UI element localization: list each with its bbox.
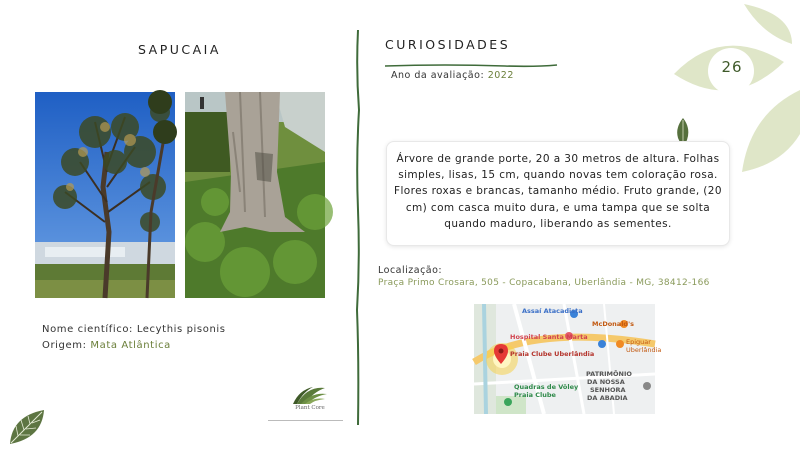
map-label-assai: Assaí Atacadista	[522, 307, 583, 315]
map-label-patrimonio: PATRIMÔNIO	[586, 370, 632, 378]
map-label-epiguar: Epiguar	[626, 338, 651, 346]
map-label-senhora: SENHORA	[590, 386, 626, 394]
tree-metadata	[42, 322, 226, 354]
leaf-decoration-bottom-left	[8, 408, 48, 450]
location-address: Praça Primo Crosara, 505 - Copacabana, Uberlândia - MG, 38412-166	[378, 278, 710, 288]
map-label-da-abadia: DA ABADIA	[587, 394, 628, 402]
tree-photo-canopy	[35, 92, 175, 298]
scientific-name-label: Nome científico:	[42, 324, 134, 335]
description-text: Árvore de grande porte, 20 a 30 metros de altura. Folhas simples, lisas, 15 cm, quando novas tem coloração rosa. Flores roxas e brancas, tamanho médio. Fruto grande, (20 cm) com casca muito dura, e uma tampa que se solta quando maduro, liberando as sementes.	[394, 153, 722, 230]
logo-underline	[268, 420, 343, 421]
evaluation-year-value: 2022	[487, 70, 514, 81]
column-divider	[351, 30, 365, 425]
origin-value: Mata Atlântica	[90, 340, 171, 351]
title-underline	[385, 54, 557, 60]
tree-photo-trunk	[185, 92, 325, 298]
map-label-da-nossa: DA NOSSA	[587, 378, 625, 386]
evaluation-year-label: Ano da avaliação:	[391, 70, 485, 81]
plant-core-logo	[285, 384, 335, 420]
origin-label: Origem:	[42, 340, 87, 351]
map-label-quadras: Quadras de Vôley	[514, 383, 579, 391]
tree-name-title: SAPUCAIA	[138, 42, 221, 57]
origin-row	[42, 338, 226, 354]
map-label-hospital: Hospital Santa Marta	[510, 333, 588, 341]
scientific-name-value: Lecythis pisonis	[136, 324, 226, 335]
curiosities-title: CURIOSIDADES	[385, 37, 511, 52]
evaluation-year	[391, 70, 514, 81]
tree-number-badge: 26	[721, 58, 743, 76]
map-label-mcdonalds: McDonald's	[592, 320, 634, 328]
map-label-praia-clube: Praia Clube Uberlândia	[510, 350, 595, 358]
map-label-epiguar-city: Uberlândia	[626, 346, 662, 354]
location-label: Localização:	[378, 265, 443, 276]
map-label-quadras-clube: Praia Clube	[514, 391, 556, 399]
logo-text: Plant Core	[295, 405, 325, 411]
scientific-name-row	[42, 322, 226, 338]
location-map[interactable]	[474, 304, 662, 414]
